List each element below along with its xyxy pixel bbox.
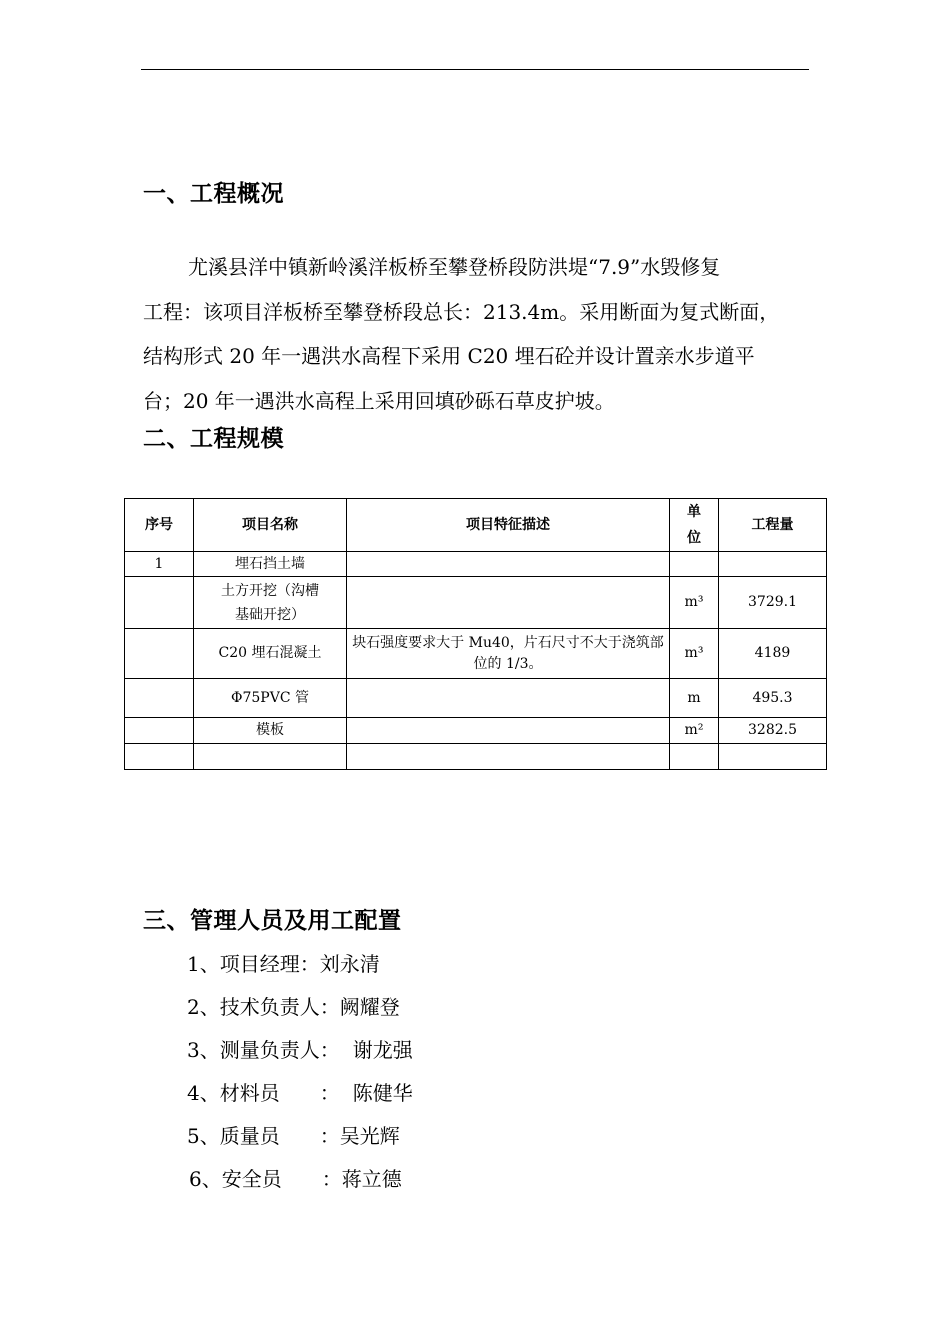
list-item: [187, 1120, 413, 1163]
cell-no: [125, 629, 194, 679]
staff-name: 谢龙强: [352, 1038, 413, 1062]
overview-line: 台；20 年一遇洪水高程上采用回填砂砾石草皮护坡。: [143, 388, 615, 413]
table-row: [125, 577, 827, 629]
section-heading-scale: 二、工程规模: [143, 426, 284, 452]
cell-qty: 4189: [719, 629, 827, 679]
cell-desc: [347, 718, 670, 744]
staff-role: 3、测量负责人：: [187, 1038, 340, 1062]
cell-name: 土方开挖（沟槽基础开挖）: [194, 577, 347, 629]
cell-no: [125, 679, 194, 718]
cell-desc: [347, 744, 670, 770]
list-item: [187, 991, 413, 1034]
staff-list: [187, 948, 413, 1206]
cell-name: 埋石挡土墙: [194, 552, 347, 577]
staff-role: 1、项目经理：: [187, 952, 320, 976]
table-header-row: [125, 499, 827, 552]
cell-desc: 块石强度要求大于 Mu40，片石尺寸不大于浇筑部位的 1/3。: [347, 629, 670, 679]
list-item: [187, 948, 413, 991]
overview-line: 尤溪县洋中镇新岭溪洋板桥至攀登桥段防洪堤“7.9”水毁修复: [188, 255, 721, 279]
overview-paragraph: [143, 245, 811, 423]
staff-name: 蒋立德: [341, 1167, 402, 1191]
cell-unit: [670, 744, 719, 770]
staff-name: 吴光辉: [339, 1124, 400, 1148]
cell-no: 1: [125, 552, 194, 577]
cell-no: [125, 718, 194, 744]
cell-name: [194, 744, 347, 770]
cell-qty: 495.3: [719, 679, 827, 718]
list-item: [189, 1163, 413, 1206]
table-row: [125, 718, 827, 744]
cell-name: 模板: [194, 718, 347, 744]
cell-unit: [670, 552, 719, 577]
cell-no: [125, 577, 194, 629]
cell-qty: 3729.1: [719, 577, 827, 629]
staff-role: 5、质量员 ：: [187, 1124, 340, 1148]
table-row: [125, 629, 827, 679]
staff-name: 陈健华: [352, 1081, 413, 1105]
cell-no: [125, 744, 194, 770]
table-row: [125, 744, 827, 770]
staff-role: 4、材料员 ：: [187, 1081, 340, 1105]
cell-unit: m²: [670, 718, 719, 744]
col-header-no: 序号: [125, 499, 194, 552]
cell-desc: [347, 679, 670, 718]
cell-name: C20 埋石混凝土: [194, 629, 347, 679]
cell-desc: [347, 577, 670, 629]
staff-role: 6、安全员 ：: [189, 1167, 342, 1191]
table-row: [125, 679, 827, 718]
section-heading-staff: 三、管理人员及用工配置: [143, 908, 402, 934]
table-row: [125, 552, 827, 577]
col-header-unit: 单位: [670, 499, 719, 552]
cell-qty: [719, 552, 827, 577]
list-item: [187, 1077, 413, 1120]
cell-desc: [347, 552, 670, 577]
list-item: [187, 1034, 413, 1077]
section-heading-overview: 一、工程概况: [143, 181, 284, 207]
cell-qty: 3282.5: [719, 718, 827, 744]
header-rule: [141, 69, 809, 70]
overview-line: 结构形式 20 年一遇洪水高程下采用 C20 埋石砼并设计置亲水步道平: [143, 344, 755, 368]
cell-qty: [719, 744, 827, 770]
col-header-qty: 工程量: [719, 499, 827, 552]
cell-name: Φ75PVC 管: [194, 679, 347, 718]
cell-unit: m³: [670, 629, 719, 679]
cell-unit: m: [670, 679, 719, 718]
staff-name: 刘永清: [319, 952, 380, 976]
staff-role: 2、技术负责人：: [187, 995, 340, 1019]
staff-name: 阙耀登: [339, 995, 400, 1019]
col-header-name: 项目名称: [194, 499, 347, 552]
overview-line: 工程：该项目洋板桥至攀登桥段总长：213.4m。采用断面为复式断面，: [143, 299, 780, 324]
cell-unit: m³: [670, 577, 719, 629]
col-header-desc: 项目特征描述: [347, 499, 670, 552]
project-scale-table: [124, 498, 827, 770]
